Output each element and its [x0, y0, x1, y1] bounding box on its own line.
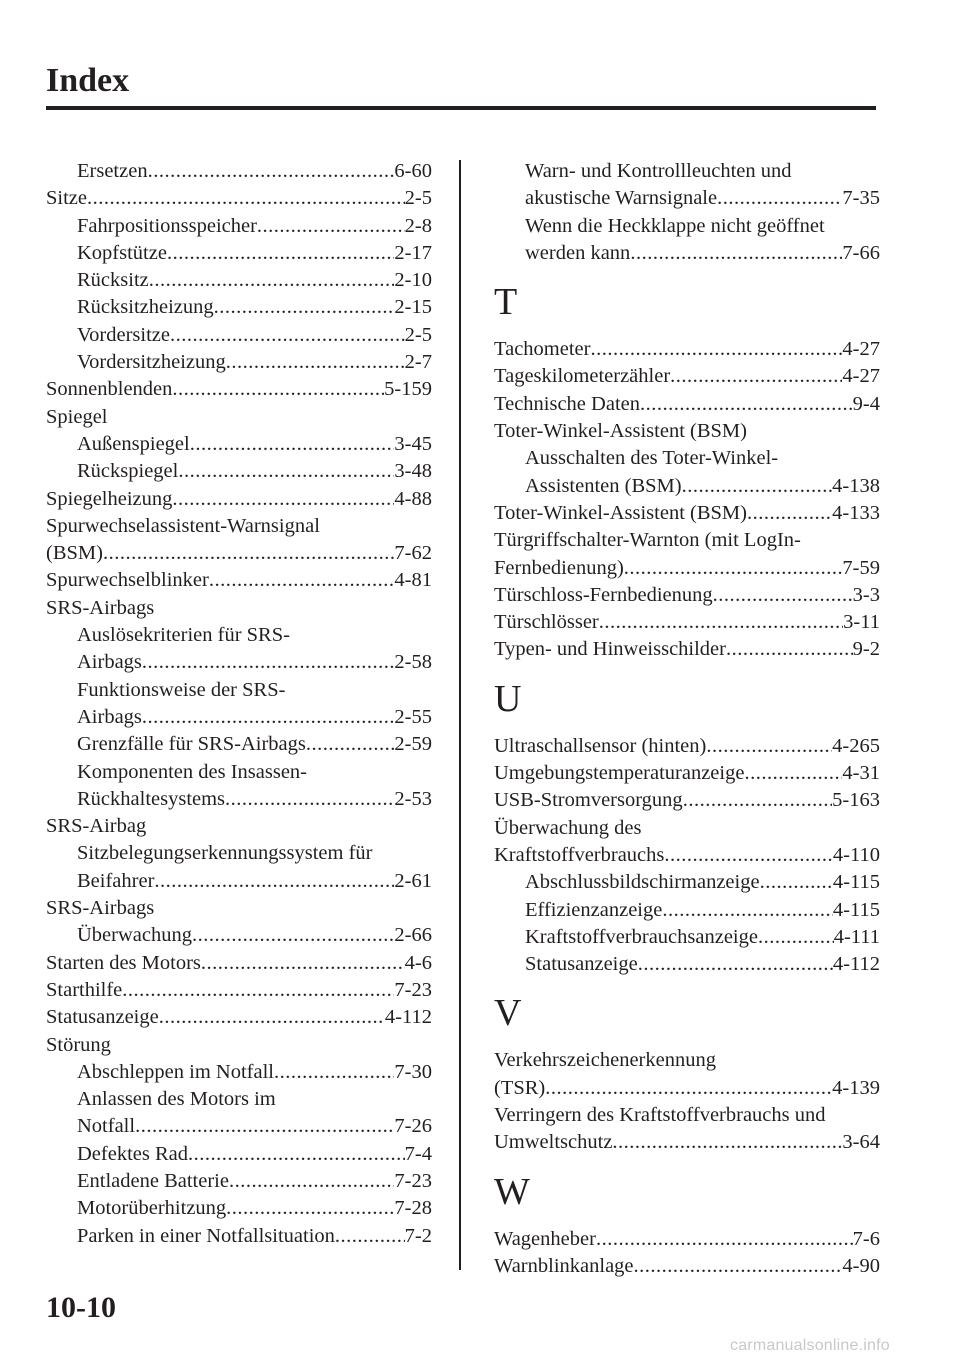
entry-page-ref: 7-62	[394, 542, 432, 565]
entry-label: Türgriffschalter-Warnton (mit LogIn-	[494, 529, 801, 552]
column-divider	[459, 160, 461, 1270]
dot-leader	[142, 704, 395, 731]
entry-page-ref: 4-27	[842, 338, 880, 361]
dot-leader	[103, 540, 394, 567]
entry-page-ref: 7-66	[842, 241, 880, 264]
dot-leader	[192, 922, 394, 949]
entry-page-ref: 2-61	[394, 869, 432, 892]
entry-page-ref: 4-31	[842, 762, 880, 785]
entry-label: Verringern des Kraftstoffverbrauchs und	[494, 1104, 826, 1127]
entry-label: Assistenten (BSM)	[525, 474, 682, 497]
entry-label: Airbags	[77, 705, 142, 728]
entry-label: Rücksitz	[77, 269, 149, 292]
entry-page-ref: 2-10	[394, 269, 432, 292]
index-entry	[494, 582, 880, 609]
entry-label: Starten des Motors	[46, 951, 201, 974]
index-entry	[494, 391, 880, 418]
index-column-right	[494, 158, 880, 1280]
index-subentry	[46, 677, 432, 704]
entry-page-ref: 4-88	[394, 487, 432, 510]
dot-leader	[170, 322, 405, 349]
section-letter: U	[494, 677, 522, 720]
index-subentry	[46, 1141, 432, 1168]
dot-leader	[664, 842, 833, 869]
entry-label: Außenspiegel	[77, 432, 190, 455]
entry-label: Anlassen des Motors im	[77, 1088, 276, 1111]
index-subentry	[46, 731, 432, 758]
entry-label: Abschlussbildschirmanzeige	[525, 871, 760, 894]
entry-label: Rücksitzheizung	[77, 296, 214, 319]
entry-label: Störung	[46, 1033, 111, 1056]
entry-label: Spurwechselassistent-Warnsignal	[46, 514, 320, 537]
index-subentry	[46, 458, 432, 485]
entry-label: Umweltschutz	[494, 1131, 613, 1154]
dot-leader	[713, 582, 853, 609]
index-entry	[494, 500, 880, 527]
entry-page-ref: 6-60	[394, 160, 432, 182]
entry-label: Funktionsweise der SRS-	[77, 678, 286, 701]
dot-leader	[148, 158, 395, 185]
dot-leader	[87, 185, 405, 212]
entry-page-ref: 3-64	[842, 1131, 880, 1154]
entry-label: Rückspiegel	[77, 460, 179, 483]
index-entry	[46, 185, 432, 212]
entry-label: Effizienzanzeige	[525, 898, 663, 921]
dot-leader	[682, 473, 833, 500]
page-number: 10-10	[46, 1291, 116, 1324]
entry-label: Überwachung	[77, 924, 192, 947]
entry-label: SRS-Airbags	[46, 596, 155, 619]
index-subentry	[46, 840, 432, 867]
entry-label: Überwachung des	[494, 816, 642, 839]
entry-label: Türschlösser	[494, 611, 599, 634]
dot-leader	[717, 185, 842, 212]
dot-leader	[726, 636, 853, 663]
index-subentry	[46, 649, 432, 676]
dot-leader	[226, 1195, 394, 1222]
entry-page-ref: 2-66	[394, 924, 432, 947]
entry-label: Ausschalten des Toter-Winkel-	[525, 447, 779, 470]
index-entry	[494, 760, 880, 787]
entry-label: Beifahrer	[77, 869, 155, 892]
index-entry	[46, 950, 432, 977]
entry-page-ref: 4-115	[832, 898, 880, 921]
index-subentry	[46, 294, 432, 321]
index-entry	[494, 1253, 880, 1280]
entry-page-ref: 9-4	[852, 392, 880, 415]
index-entry	[494, 815, 880, 842]
index-subentry	[494, 473, 880, 500]
entry-page-ref: 5-159	[384, 378, 432, 401]
dot-leader	[596, 1226, 853, 1253]
entry-page-ref: 4-265	[832, 734, 880, 757]
entry-label: Fernbedienung)	[494, 556, 624, 579]
dot-leader	[201, 950, 405, 977]
entry-label: Airbags	[77, 651, 142, 674]
dot-leader	[624, 555, 843, 582]
section-letter: T	[494, 281, 518, 324]
entry-label: Technische Daten	[494, 392, 640, 415]
index-subentry	[46, 213, 432, 240]
index-entry	[494, 1226, 880, 1253]
entry-label: akustische Warnsignale	[525, 187, 718, 210]
dot-leader	[229, 1168, 394, 1195]
entry-label: Spurwechselblinker	[46, 569, 209, 592]
entry-label: werden kann	[525, 241, 631, 264]
entry-page-ref: 2-58	[394, 651, 432, 674]
entry-page-ref: 2-5	[404, 187, 432, 210]
dot-leader	[214, 294, 395, 321]
entry-page-ref: 7-59	[842, 556, 880, 579]
entry-page-ref: 4-110	[832, 843, 880, 866]
entry-label: Ersetzen	[77, 160, 148, 182]
index-entry	[46, 595, 432, 622]
entry-page-ref: 4-139	[832, 1076, 880, 1099]
dot-leader	[335, 1223, 405, 1250]
section-letter: V	[494, 992, 522, 1035]
index-subentry	[46, 349, 432, 376]
entry-label: USB-Stromversorgung	[494, 789, 683, 812]
dot-leader	[306, 731, 395, 758]
index-entry	[494, 1075, 880, 1102]
dot-leader	[638, 951, 833, 978]
index-entry	[494, 1129, 880, 1156]
entry-page-ref: 4-90	[842, 1254, 880, 1277]
index-entry	[494, 842, 880, 869]
index-subentry	[494, 158, 880, 185]
entry-page-ref: 7-4	[404, 1142, 432, 1165]
dot-leader	[190, 431, 395, 458]
index-entry	[494, 418, 880, 445]
entry-page-ref: 7-26	[394, 1115, 432, 1138]
entry-label: Tageskilometerzähler	[494, 365, 671, 388]
index-subentry	[494, 869, 880, 896]
index-entry	[494, 636, 880, 663]
entry-page-ref: 4-133	[832, 501, 880, 524]
dot-leader	[167, 240, 394, 267]
dot-leader	[683, 787, 832, 814]
header-rule	[46, 106, 876, 110]
dot-leader	[225, 786, 394, 813]
entry-label: SRS-Airbags	[46, 897, 155, 920]
index-subentry	[46, 1113, 432, 1140]
entry-label: Sonnenblenden	[46, 378, 173, 401]
entry-label: Starthilfe	[46, 978, 123, 1001]
dot-leader	[172, 486, 394, 513]
entry-label: Motorüberhitzung	[77, 1197, 227, 1220]
dot-leader	[209, 567, 395, 594]
entry-label: Typen- und Hinweisschilder	[494, 638, 726, 661]
entry-label: Defektes Rad	[77, 1142, 188, 1165]
index-subentry	[494, 185, 880, 212]
index-entry	[494, 555, 880, 582]
dot-leader	[274, 1059, 394, 1086]
entry-page-ref: 7-23	[394, 978, 432, 1001]
index-subentry	[46, 267, 432, 294]
entry-page-ref: 4-112	[384, 1006, 432, 1029]
dot-leader	[122, 977, 394, 1004]
dot-leader	[760, 869, 833, 896]
index-entry	[46, 404, 432, 431]
entry-page-ref: 4-115	[832, 871, 880, 894]
index-entry	[494, 1102, 880, 1129]
index-subentry	[46, 431, 432, 458]
entry-label: Kraftstoffverbrauchs	[494, 843, 665, 866]
dot-leader	[178, 458, 394, 485]
index-entry	[494, 1047, 880, 1074]
index-subentry	[46, 868, 432, 895]
entry-page-ref: 2-7	[404, 351, 432, 374]
page-title: Index	[46, 62, 130, 99]
entry-label: SRS-Airbag	[46, 815, 147, 838]
entry-page-ref: 5-163	[832, 789, 880, 812]
entry-page-ref: 7-6	[852, 1227, 880, 1250]
entry-label: Auslösekriterien für SRS-	[77, 624, 290, 647]
index-entry	[46, 486, 432, 513]
dot-leader	[172, 376, 384, 403]
index-entry	[46, 540, 432, 567]
entry-label: (TSR)	[494, 1076, 546, 1099]
index-entry	[46, 1032, 432, 1059]
index-subentry	[494, 897, 880, 924]
entry-page-ref: 3-48	[394, 460, 432, 483]
index-entry	[46, 1004, 432, 1031]
dot-leader	[747, 500, 832, 527]
index-subentry	[46, 1168, 432, 1195]
dot-leader	[257, 213, 405, 240]
dot-leader	[188, 1141, 405, 1168]
watermark: carmanualsonline.info	[730, 1337, 890, 1354]
dot-leader	[226, 349, 405, 376]
dot-leader	[744, 760, 842, 787]
dot-leader	[545, 1075, 832, 1102]
entry-page-ref: 2-5	[404, 323, 432, 346]
dot-leader	[135, 1113, 394, 1140]
dot-leader	[612, 1129, 842, 1156]
dot-leader	[159, 1004, 385, 1031]
dot-leader	[154, 868, 394, 895]
entry-page-ref: 4-111	[833, 925, 880, 948]
index-subentry	[46, 240, 432, 267]
entry-label: Türschloss-Fernbedienung	[494, 583, 713, 606]
index-subentry	[46, 158, 432, 185]
index-subentry	[46, 786, 432, 813]
entry-label: Verkehrszeichenerkennung	[494, 1049, 716, 1072]
dot-leader	[630, 240, 842, 267]
entry-label: Parken in einer Notfallsituation	[77, 1224, 335, 1247]
index-subentry	[46, 759, 432, 786]
entry-page-ref: 4-112	[832, 953, 880, 976]
index-entry	[46, 376, 432, 403]
entry-label: Statusanzeige	[46, 1006, 159, 1029]
index-subentry	[494, 445, 880, 472]
index-subentry	[494, 240, 880, 267]
dot-leader	[758, 924, 834, 951]
dot-leader	[662, 897, 833, 924]
entry-page-ref: 3-11	[843, 611, 880, 634]
entry-label: Sitze	[46, 187, 87, 210]
index-subentry	[46, 704, 432, 731]
entry-label: Spiegel	[46, 405, 108, 428]
index-subentry	[494, 951, 880, 978]
entry-label: Notfall	[77, 1115, 136, 1138]
entry-label: Spiegelheizung	[46, 487, 173, 510]
dot-leader	[599, 609, 843, 636]
entry-page-ref: 7-30	[394, 1060, 432, 1083]
index-subentry	[494, 924, 880, 951]
entry-page-ref: 2-55	[394, 705, 432, 728]
dot-leader	[590, 336, 842, 363]
entry-label: Tachometer	[494, 338, 591, 361]
index-entry	[494, 787, 880, 814]
entry-label: Rückhaltesystems	[77, 787, 226, 810]
entry-page-ref: 2-53	[394, 787, 432, 810]
entry-page-ref: 9-2	[852, 638, 880, 661]
entry-page-ref: 2-8	[404, 214, 432, 237]
section-letter: W	[494, 1170, 530, 1213]
entry-page-ref: 2-17	[394, 241, 432, 264]
index-entry	[46, 567, 432, 594]
dot-leader	[706, 733, 832, 760]
entry-label: Entladene Batterie	[77, 1169, 229, 1192]
dot-leader	[634, 1253, 843, 1280]
index-entry	[46, 513, 432, 540]
entry-label: Ultraschallsensor (hinten)	[494, 734, 707, 757]
entry-label: Warnblinkanlage	[494, 1254, 634, 1277]
index-entry	[494, 336, 880, 363]
index-entry	[494, 527, 880, 554]
entry-label: Fahrpositionsspeicher	[77, 214, 257, 237]
dot-leader	[142, 649, 395, 676]
entry-page-ref: 7-28	[394, 1197, 432, 1220]
entry-label: Abschleppen im Notfall	[77, 1060, 274, 1083]
index-entry	[494, 609, 880, 636]
entry-page-ref: 7-23	[394, 1169, 432, 1192]
entry-page-ref: 3-3	[852, 583, 880, 606]
entry-page-ref: 7-35	[842, 187, 880, 210]
entry-label: Vordersitzheizung	[77, 351, 226, 374]
index-entry	[494, 733, 880, 760]
entry-label: Vordersitze	[77, 323, 170, 346]
index-entry	[46, 895, 432, 922]
index-entry	[46, 813, 432, 840]
index-subentry	[494, 213, 880, 240]
index-subentry	[46, 1086, 432, 1113]
index-entry	[494, 363, 880, 390]
entry-label: Wagenheber	[494, 1227, 596, 1250]
index-subentry	[46, 1195, 432, 1222]
entry-page-ref: 2-59	[394, 733, 432, 756]
entry-page-ref: 4-6	[404, 951, 432, 974]
entry-label: Grenzfälle für SRS-Airbags	[77, 733, 306, 756]
entry-label: Kraftstoffverbrauchsanzeige	[525, 925, 758, 948]
entry-label: Kopfstütze	[77, 241, 167, 264]
index-subentry	[46, 1223, 432, 1250]
entry-label: Sitzbelegungserkennungssystem für	[77, 842, 373, 865]
dot-leader	[149, 267, 395, 294]
entry-page-ref: 7-2	[404, 1224, 432, 1247]
entry-label: Wenn die Heckklappe nicht geöffnet	[525, 214, 825, 237]
entry-label: Umgebungstemperaturanzeige	[494, 762, 745, 785]
entry-label: Komponenten des Insassen-	[77, 760, 308, 783]
entry-page-ref: 4-27	[842, 365, 880, 388]
entry-label: (BSM)	[46, 542, 103, 565]
dot-leader	[640, 391, 853, 418]
entry-label: Toter-Winkel-Assistent (BSM)	[494, 420, 747, 443]
index-subentry	[46, 622, 432, 649]
index-subentry	[46, 922, 432, 949]
entry-page-ref: 3-45	[394, 432, 432, 455]
entry-page-ref: 4-81	[394, 569, 432, 592]
entry-label: Statusanzeige	[525, 953, 638, 976]
entry-page-ref: 4-138	[832, 474, 880, 497]
index-subentry	[46, 322, 432, 349]
entry-page-ref: 2-15	[394, 296, 432, 319]
index-subentry	[46, 1059, 432, 1086]
entry-label: Toter-Winkel-Assistent (BSM)	[494, 501, 747, 524]
dot-leader	[670, 363, 842, 390]
index-entry	[46, 977, 432, 1004]
entry-label: Warn- und Kontrollleuchten und	[525, 160, 792, 182]
index-column-left	[46, 158, 432, 1250]
